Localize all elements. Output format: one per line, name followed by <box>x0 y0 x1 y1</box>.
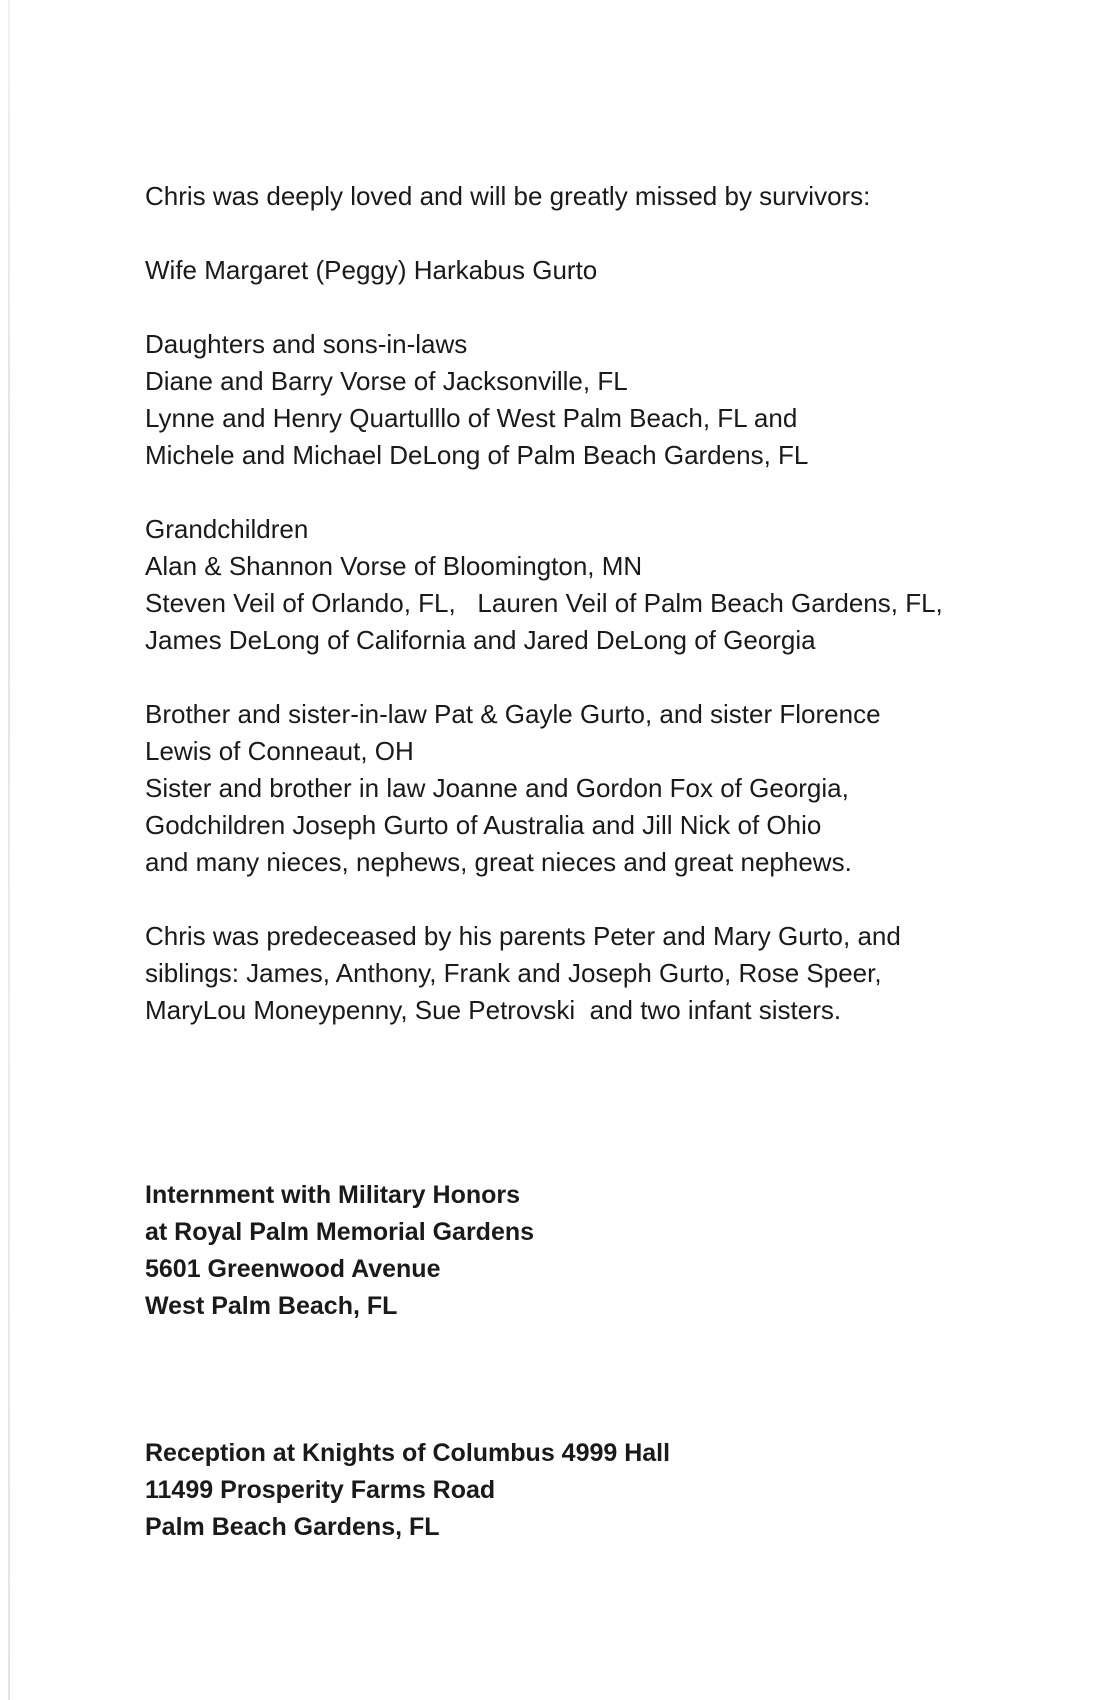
survivors-intro: Chris was deeply loved and will be greatly missed by survivors: <box>145 181 871 211</box>
internment-line: at Royal Palm Memorial Gardens <box>145 1218 535 1246</box>
grandchildren-line: Steven Veil of Orlando, FL, Lauren Veil of Palm Beach Gardens, FL, <box>145 588 943 618</box>
predeceased-line: siblings: James, Anthony, Frank and Joseph Gurto, Rose Speer, <box>145 958 882 988</box>
siblings-line: Godchildren Joseph Gurto of Australia and Jill Nick of Ohio <box>145 810 822 840</box>
predeceased-section <box>145 918 1025 1029</box>
daughters-section <box>145 326 1025 474</box>
daughters-heading: Daughters and sons-in-laws <box>145 329 468 359</box>
internment-section <box>145 1177 1025 1325</box>
grandchildren-line: Alan & Shannon Vorse of Bloomington, MN <box>145 551 643 581</box>
siblings-line: Sister and brother in law Joanne and Gordon Fox of Georgia, <box>145 773 849 803</box>
predeceased-line: Chris was predeceased by his parents Peter and Mary Gurto, and <box>145 921 901 951</box>
wife-line: Wife Margaret (Peggy) Harkabus Gurto <box>145 255 598 285</box>
daughters-line: Diane and Barry Vorse of Jacksonville, FL <box>145 366 628 396</box>
internment-line: Internment with Military Honors <box>145 1181 521 1209</box>
reception-line: Reception at Knights of Columbus 4999 Hall <box>145 1439 671 1467</box>
siblings-line: Brother and sister-in-law Pat & Gayle Gurto, and sister Florence <box>145 699 881 729</box>
internment-line: 5601 Greenwood Avenue <box>145 1255 441 1283</box>
obituary-text <box>145 178 1025 1546</box>
internment-line: West Palm Beach, FL <box>145 1292 398 1320</box>
daughters-line: Lynne and Henry Quartulllo of West Palm Beach, FL and <box>145 403 798 433</box>
scan-edge-line <box>8 0 10 1700</box>
predeceased-line: MaryLou Moneypenny, Sue Petrovski and two infant sisters. <box>145 995 842 1025</box>
grandchildren-line: James DeLong of California and Jared DeLong of Georgia <box>145 625 816 655</box>
siblings-line: and many nieces, nephews, great nieces and great nephews. <box>145 847 852 877</box>
reception-line: Palm Beach Gardens, FL <box>145 1513 440 1541</box>
grandchildren-heading: Grandchildren <box>145 514 309 544</box>
daughters-line: Michele and Michael DeLong of Palm Beach Gardens, FL <box>145 440 809 470</box>
reception-section <box>145 1435 1025 1546</box>
siblings-section <box>145 696 1025 881</box>
grandchildren-section <box>145 511 1025 659</box>
reception-line: 11499 Prosperity Farms Road <box>145 1476 496 1504</box>
siblings-line: Lewis of Conneaut, OH <box>145 736 414 766</box>
